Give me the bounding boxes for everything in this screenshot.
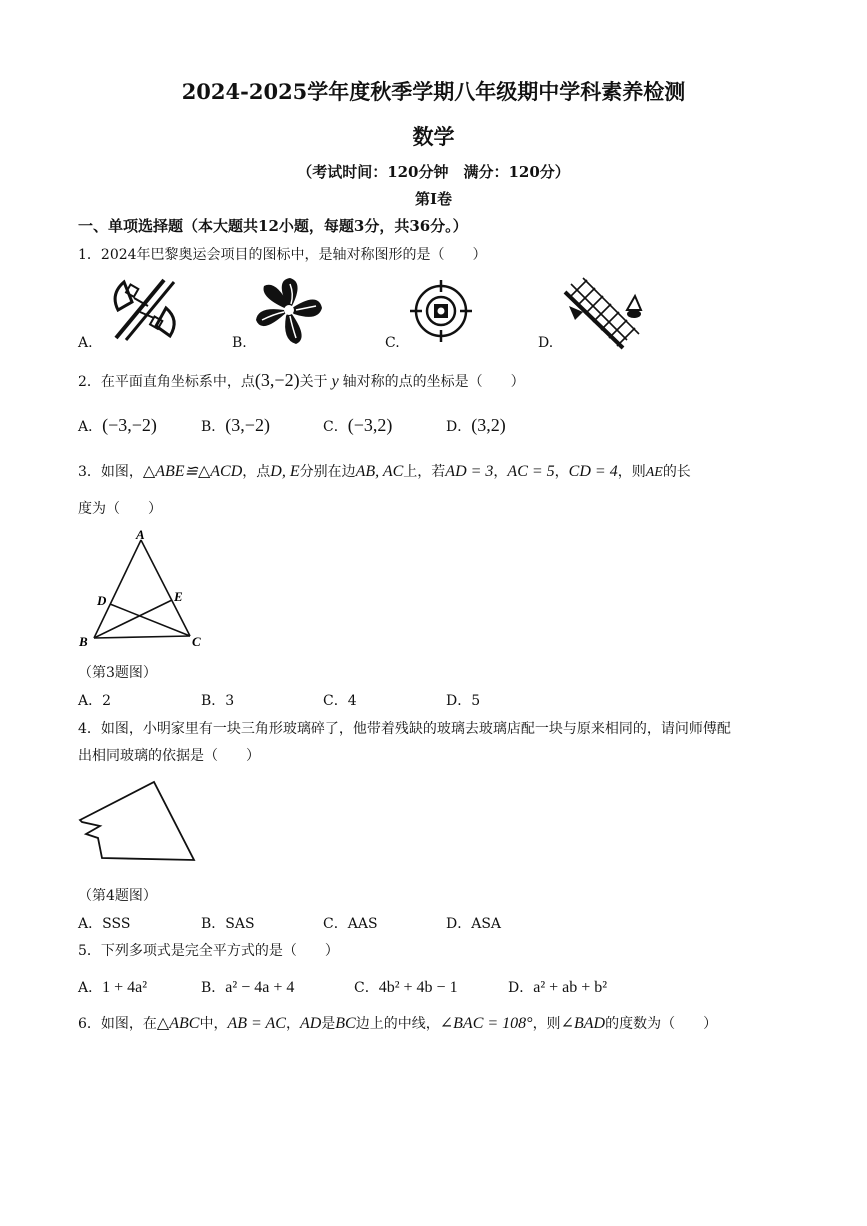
q4-option-d-label: D． bbox=[446, 916, 472, 932]
question-2-stem bbox=[78, 370, 525, 391]
q3-option-a bbox=[78, 690, 111, 710]
q2-option-b bbox=[201, 415, 270, 436]
q6-stem-c: 边上的中线， bbox=[355, 1016, 440, 1032]
question-4-stem-line1: 4．如图，小明家里有一块三角形玻璃碎了，他带着残缺的玻璃去玻璃店配一块与原来相同的，请问师傅配 bbox=[78, 721, 731, 737]
q3-option-c bbox=[323, 690, 357, 710]
q3-stem-a: ，点 bbox=[242, 464, 271, 480]
q6-side-bc: BC bbox=[335, 1015, 356, 1032]
q3-option-d bbox=[446, 690, 480, 710]
q2-option-c-value: (−3,2) bbox=[347, 415, 393, 435]
q6-angle-bad: ∠BAD bbox=[560, 1015, 606, 1032]
q4-broken-glass-figure bbox=[78, 776, 200, 866]
q3-stem-prefix: 3．如图， bbox=[78, 464, 143, 480]
q4-option-b-label: B． bbox=[201, 916, 226, 932]
q6-angle-bac: ∠BAC = 108° bbox=[439, 1015, 533, 1032]
q3-option-c-label: C． bbox=[323, 693, 348, 709]
q5-option-c-value: 4b² + 4b − 1 bbox=[378, 979, 458, 996]
q3-congruence: △ABE≌△ACD bbox=[142, 463, 243, 480]
q3-stem-b: 分别在边 bbox=[299, 464, 356, 480]
q3-option-c-value: 4 bbox=[347, 693, 357, 709]
q2-option-a-value: (−3,−2) bbox=[102, 415, 157, 435]
q3-label-a: A bbox=[136, 527, 145, 542]
subject-title: 数学 bbox=[412, 124, 455, 149]
q2-axis-var: y bbox=[331, 373, 339, 390]
q3-sep2: ， bbox=[554, 464, 569, 480]
q5-option-a-value: 1 + 4a² bbox=[102, 979, 148, 996]
section-heading: 一、单项选择题（本大题共12小题，每题3分，共36分。） bbox=[78, 217, 468, 235]
q5-option-a-label: A． bbox=[78, 980, 103, 996]
question-3-stem bbox=[78, 461, 691, 481]
q2-option-c-label: C． bbox=[323, 419, 348, 435]
volume-label: 第Ⅰ卷 bbox=[414, 190, 453, 208]
q5-option-a bbox=[78, 977, 147, 997]
q3-caption: （第3题图） bbox=[78, 665, 157, 681]
exam-title: 2024-2025学年度秋季学期八年级期中学科素养检测 bbox=[181, 79, 686, 104]
q5-option-d bbox=[508, 977, 607, 997]
q3-label-b: B bbox=[79, 634, 88, 649]
q5-option-d-label: D． bbox=[508, 980, 534, 996]
q4-option-b bbox=[201, 913, 255, 933]
q2-option-a bbox=[78, 415, 157, 436]
q4-option-d bbox=[446, 913, 501, 933]
q2-option-d-label: D． bbox=[446, 419, 472, 435]
rowing-pictogram-icon bbox=[254, 274, 324, 346]
q6-stem-prefix: 6．如图，在 bbox=[78, 1016, 157, 1032]
q3-option-a-value: 2 bbox=[102, 693, 112, 709]
archery-target-icon bbox=[410, 278, 472, 344]
q3-cond-cd: CD = 4 bbox=[568, 463, 618, 480]
q2-stem-mid: 关于 bbox=[299, 374, 328, 390]
q3-stem-e: 的长 bbox=[662, 464, 691, 480]
q3-triangle-figure bbox=[78, 528, 208, 650]
q2-option-b-value: (3,−2) bbox=[225, 415, 270, 435]
q4-caption: （第4题图） bbox=[78, 888, 157, 904]
q5-option-b-label: B． bbox=[201, 980, 226, 996]
q6-stem-b: 是 bbox=[321, 1016, 336, 1032]
q6-stem-a: 中， bbox=[199, 1016, 228, 1032]
q2-stem-suffix: 轴对称的点的坐标是（ ） bbox=[342, 374, 525, 390]
q3-cond-ac: AC = 5 bbox=[507, 463, 555, 480]
q4-option-d-value: ASA bbox=[471, 916, 502, 932]
q4-option-c bbox=[323, 913, 378, 933]
q2-option-d bbox=[446, 415, 506, 436]
q5-option-b bbox=[201, 977, 294, 997]
badminton-net-icon bbox=[565, 276, 647, 348]
q5-option-c bbox=[354, 977, 458, 997]
q2-stem-prefix: 2．在平面直角坐标系中，点 bbox=[78, 374, 255, 390]
q6-segment-ad: AD bbox=[299, 1015, 322, 1032]
q3-option-b-value: 3 bbox=[225, 693, 235, 709]
q5-option-c-label: C． bbox=[354, 980, 379, 996]
q1-option-d-label: D. bbox=[538, 335, 554, 351]
q2-option-c bbox=[323, 415, 392, 436]
q2-option-a-label: A． bbox=[78, 419, 103, 435]
q2-point: (3,−2) bbox=[254, 370, 300, 390]
q3-sides: AB, AC bbox=[355, 463, 404, 480]
question-5-stem: 5．下列多项式是完全平方式的是（ ） bbox=[78, 943, 339, 959]
q5-option-b-value: a² − 4a + 4 bbox=[225, 979, 295, 996]
q3-option-b bbox=[201, 690, 234, 710]
q3-label-d: D bbox=[97, 593, 107, 608]
q6-stem-e: 的度数为（ ） bbox=[605, 1016, 718, 1032]
q2-option-d-value: (3,2) bbox=[471, 415, 506, 435]
diving-pictogram-icon bbox=[104, 272, 184, 344]
q6-stem-d: ，则 bbox=[532, 1016, 561, 1032]
q6-sep: ， bbox=[285, 1016, 300, 1032]
question-6-stem bbox=[78, 1013, 717, 1033]
q3-points: D, E bbox=[270, 463, 300, 480]
q3-label-e: E bbox=[174, 589, 183, 604]
q4-option-c-value: AAS bbox=[347, 916, 378, 932]
q3-option-d-label: D． bbox=[446, 693, 472, 709]
q4-option-a bbox=[78, 913, 130, 933]
q1-option-c-label: C. bbox=[385, 335, 400, 351]
q4-option-a-label: A． bbox=[78, 916, 103, 932]
q3-target: AE bbox=[645, 465, 663, 480]
q6-triangle: △ABC bbox=[156, 1015, 200, 1032]
q3-option-b-label: B． bbox=[201, 693, 226, 709]
exam-info: （考试时间：120分钟 满分：120分） bbox=[297, 163, 570, 181]
q3-option-d-value: 5 bbox=[471, 693, 481, 709]
q5-option-d-value: a² + ab + b² bbox=[533, 979, 608, 996]
question-4-stem-line2: 出相同玻璃的依据是（ ） bbox=[78, 748, 260, 764]
q4-option-c-label: C． bbox=[323, 916, 348, 932]
q3-stem-c: 上，若 bbox=[403, 464, 446, 480]
q4-option-a-value: SSS bbox=[102, 916, 131, 932]
q3-option-a-label: A． bbox=[78, 693, 103, 709]
q1-option-a-label: A. bbox=[78, 335, 93, 351]
q1-option-b-label: B. bbox=[232, 335, 247, 351]
question-3-stem-line2: 度为（ ） bbox=[78, 501, 162, 517]
question-1-stem: 1．2024年巴黎奥运会项目的图标中，是轴对称图形的是（ ） bbox=[78, 247, 487, 263]
q4-option-b-value: SAS bbox=[225, 916, 255, 932]
q3-sep1: ， bbox=[493, 464, 508, 480]
q3-stem-d: ，则 bbox=[617, 464, 646, 480]
q3-label-c: C bbox=[192, 634, 201, 649]
q3-cond-ad: AD = 3 bbox=[445, 463, 494, 480]
q6-cond-ab-ac: AB = AC bbox=[227, 1015, 286, 1032]
q2-option-b-label: B． bbox=[201, 419, 226, 435]
